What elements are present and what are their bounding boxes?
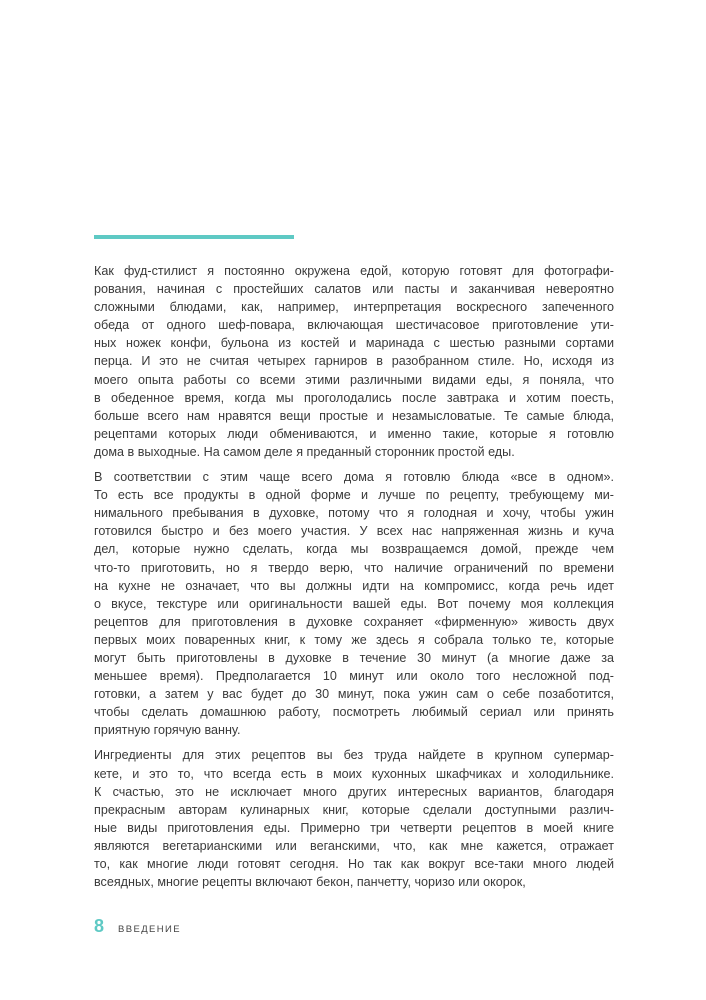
text-line: то, как многие люди готовят сегодня. Но так как вокруг все-таки много людей [94, 857, 614, 871]
text-line: перца. И это не считая четырех гарниров в разобранном стиле. Но, исходя из [94, 354, 614, 369]
text-line: обеда от одного шеф-повара, включающая шестичасовое приготовление ути- [94, 318, 614, 333]
text-line: рецептами которых люди обмениваются, и именно такие, которые я готовлю [94, 426, 614, 441]
text-line: больше всего нам нравятся вещи простые и незамысловатые. Те самые блюда, [94, 408, 614, 423]
text-line: первых моих поваренных книг, к тому же здесь я собрала только те, которые [94, 632, 614, 647]
text-line: о вкусе, текстуре или оригинальности вашей еды. Вот почему моя коллекция [94, 596, 614, 611]
text-line: К счастью, это не исключает много других интересных вариантов, благодаря [94, 784, 614, 799]
paragraph [94, 468, 614, 739]
text-line: прекрасным авторам кулинарных книг, которые сделали доступными различ- [94, 802, 614, 817]
text-line: могут быть приготовлены в духовке в течение 30 минут (а многие даже за [94, 650, 614, 665]
text-line: Как фуд-стилист я постоянно окружена едой, которую готовят для фотографи- [94, 264, 614, 278]
text-line: чтобы сделать домашнюю работу, посмотреть любимый сериал или принять [94, 705, 614, 720]
running-head: ВВЕДЕНИЕ [118, 924, 182, 935]
paragraph [94, 262, 614, 461]
text-line: ные виды приготовления еды. Примерно три четверти рецептов в моей книге [94, 820, 614, 835]
page-number: 8 [94, 916, 105, 936]
text-line: То есть все продукты в одной форме и лучше по рецепту, требующему ми- [94, 488, 614, 503]
text-line: сложными блюдами, как, например, интерпретация воскресного запеченного [94, 300, 614, 315]
text-line: моего опыта работы со всеми этими различными видами еды, я поняла, что [94, 372, 614, 387]
accent-rule [94, 235, 294, 239]
text-line: дел, которые нужно сделать, когда мы возвращаемся домой, прежде чем [94, 542, 614, 557]
text-line: рования, начиная с простейших салатов или пасты и заканчивая невероятно [94, 282, 614, 297]
paragraph [94, 746, 614, 891]
text-line: готовки, а затем у вас будет до 30 минут, пока ужин сам о себе позаботится, [94, 687, 614, 702]
text-line: приятную горячую ванну. [94, 723, 241, 738]
text-line: В соответствии с этим чаще всего дома я готовлю блюда «все в одном». [94, 470, 614, 485]
text-line: Ингредиенты для этих рецептов вы без труда найдете в крупном супермар- [94, 748, 614, 763]
text-line: что-то приготовить, но я твердо верю, что наличие ограничений по времени [94, 560, 614, 575]
text-line: кете, и это то, что всегда есть в моих кухонных шкафчиках и холодильнике. [94, 766, 614, 781]
page-footer [94, 916, 181, 937]
text-line: рецептов для приготовления в духовке сохраняет «фирменную» живость двух [94, 614, 614, 629]
text-line: всеядных, многие рецепты включают бекон, панчетту, чоризо или окорок, [94, 875, 526, 890]
text-line: нимального пребывания в духовке, потому что я голодная и хочу, чтобы ужин [94, 506, 614, 521]
text-line: готовился быстро и без моего участия. У всех нас напряженная жизнь и куча [94, 524, 614, 539]
text-line: ных ножек конфи, бульона из костей и маринада с шестью разными сортами [94, 336, 614, 351]
text-line: в обеденное время, когда мы проголодались после завтрака и хотим поесть, [94, 390, 614, 405]
text-line: являются вегетарианскими или веганскими, что, как мне кажется, отражает [94, 838, 614, 853]
text-line: на кухне не означает, что вы должны идти на компромисс, когда речь идет [94, 578, 614, 593]
text-line: дома в выходные. На самом деле я преданный сторонник простой еды. [94, 444, 515, 459]
body-text [94, 262, 614, 898]
text-line: меньшее время). Предполагается 10 минут или около того несложной под- [94, 669, 614, 684]
